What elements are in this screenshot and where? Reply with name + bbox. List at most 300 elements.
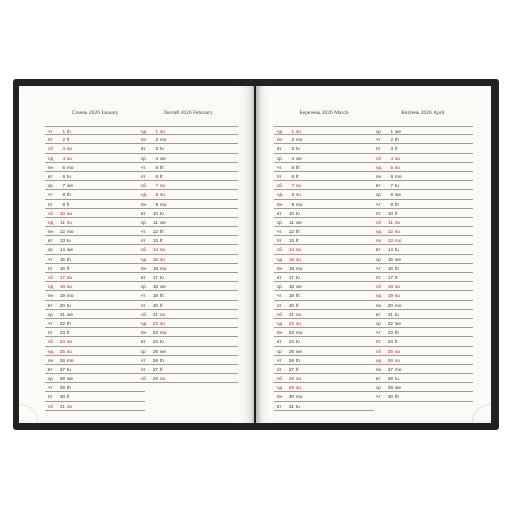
day-number: 26 <box>387 357 393 363</box>
day-of-week: пт <box>48 265 53 271</box>
day-number: 9 <box>155 201 158 207</box>
day-of-week: ср <box>141 155 146 161</box>
day-row <box>45 356 145 365</box>
day-number: 7 <box>291 183 294 189</box>
day-of-week: ср <box>48 247 53 253</box>
day-row <box>274 392 374 401</box>
day-number: 1 <box>390 129 393 134</box>
day-abbrev-en: sa <box>296 376 301 382</box>
day-of-week: нд <box>277 320 283 326</box>
day-of-week: вт <box>48 366 53 372</box>
day-of-week: чт <box>277 357 282 363</box>
day-of-week: ср <box>376 129 381 134</box>
day-rows <box>373 126 473 402</box>
day-of-week: ср <box>48 311 53 317</box>
day-number: 16 <box>59 265 65 271</box>
day-abbrev-en: tu <box>160 275 164 280</box>
day-row <box>274 374 374 383</box>
day-number: 24 <box>288 339 294 345</box>
day-row <box>373 245 473 254</box>
day-abbrev-en: su <box>296 385 301 391</box>
day-of-week: пн <box>376 366 382 372</box>
day-number: 6 <box>291 173 294 179</box>
day-of-week: ср <box>277 155 282 161</box>
day-row <box>373 264 473 273</box>
day-of-week: пн <box>277 265 283 271</box>
day-number: 3 <box>291 146 294 152</box>
day-abbrev-en: we <box>67 183 73 189</box>
day-abbrev-en: th <box>395 265 399 271</box>
day-row <box>45 282 145 291</box>
day-abbrev-en: we <box>67 311 73 317</box>
day-abbrev-en: su <box>67 219 72 225</box>
day-row <box>45 337 145 346</box>
day-row <box>274 319 374 328</box>
day-row <box>373 328 473 337</box>
day-row <box>274 264 374 273</box>
day-abbrev-en: th <box>296 164 300 170</box>
day-abbrev-en: th <box>160 229 164 235</box>
day-row <box>373 218 473 227</box>
day-of-week: пн <box>376 173 382 179</box>
day-abbrev-en: fr <box>160 238 163 244</box>
day-abbrev-en: fr <box>67 201 70 207</box>
day-abbrev-en: fr <box>67 265 70 271</box>
day-number: 29 <box>387 385 393 391</box>
day-of-week: пн <box>277 330 283 336</box>
day-row <box>274 337 374 346</box>
day-of-week: ср <box>277 284 282 290</box>
day-row <box>45 190 145 199</box>
day-abbrev-en: mo <box>67 229 74 235</box>
day-row <box>274 227 374 236</box>
day-number: 7 <box>62 183 65 189</box>
day-of-week: пн <box>141 330 147 336</box>
day-number: 4 <box>155 155 158 161</box>
day-row <box>274 154 374 163</box>
day-of-week: сб <box>48 403 53 409</box>
day-abbrev-en: fr <box>67 394 70 400</box>
day-of-week: чт <box>277 293 282 299</box>
day-number: 17 <box>387 275 393 280</box>
day-number: 13 <box>387 238 393 244</box>
day-row <box>45 172 145 181</box>
day-number: 18 <box>152 284 158 290</box>
day-abbrev-en: tu <box>67 366 71 372</box>
day-of-week: вт <box>141 339 146 345</box>
day-of-week: вт <box>48 302 53 308</box>
right-page <box>256 86 491 423</box>
day-number: 17 <box>288 275 294 280</box>
day-of-week: пт <box>376 275 381 280</box>
day-number: 21 <box>152 311 158 317</box>
day-row <box>45 273 145 282</box>
day-abbrev-en: we <box>395 192 401 198</box>
day-row <box>138 227 238 236</box>
day-row <box>45 347 145 356</box>
day-abbrev-en: th <box>395 137 399 143</box>
day-row <box>138 301 238 310</box>
day-abbrev-en: we <box>395 320 401 326</box>
month-column-april <box>373 110 473 400</box>
day-abbrev-en: su <box>67 284 72 290</box>
day-row <box>45 402 145 411</box>
day-row <box>274 273 374 282</box>
day-abbrev-en: fr <box>160 302 163 308</box>
day-row <box>45 328 145 337</box>
day-row <box>373 135 473 144</box>
left-page <box>19 86 254 423</box>
day-row <box>138 310 238 319</box>
day-of-week: пт <box>277 173 282 179</box>
day-number: 5 <box>390 164 393 170</box>
day-abbrev-en: su <box>395 293 400 299</box>
day-row <box>45 245 145 254</box>
day-row <box>373 126 473 135</box>
day-row <box>138 209 238 218</box>
day-row <box>45 144 145 153</box>
day-number: 2 <box>62 137 65 143</box>
day-number: 29 <box>59 385 65 391</box>
day-of-week: нд <box>277 192 283 198</box>
month-column-february <box>138 110 238 382</box>
day-abbrev-en: mo <box>296 201 303 207</box>
day-abbrev-en: fr <box>296 173 299 179</box>
day-abbrev-en: su <box>296 256 301 262</box>
day-of-week: чт <box>376 201 381 207</box>
day-row <box>138 356 238 365</box>
day-of-week: чт <box>141 357 146 363</box>
day-row <box>373 365 473 374</box>
month-title: Березень 2026 March <box>299 110 349 116</box>
day-row <box>138 347 238 356</box>
day-of-week: ср <box>376 192 381 198</box>
day-number: 3 <box>62 146 65 152</box>
day-number: 2 <box>155 137 158 143</box>
day-row <box>373 356 473 365</box>
day-row <box>274 144 374 153</box>
day-row <box>373 291 473 300</box>
day-row <box>274 172 374 181</box>
day-row <box>373 209 473 218</box>
day-of-week: пт <box>376 146 381 152</box>
day-abbrev-en: we <box>160 155 166 161</box>
day-number: 21 <box>387 311 393 317</box>
day-abbrev-en: mo <box>296 330 303 336</box>
day-of-week: сб <box>48 146 53 152</box>
day-of-week: нд <box>376 293 382 299</box>
day-abbrev-en: we <box>296 219 302 225</box>
day-of-week: вт <box>277 146 282 152</box>
day-number: 15 <box>152 256 158 262</box>
day-of-week: вт <box>376 376 381 382</box>
day-number: 1 <box>291 129 294 134</box>
day-of-week: вт <box>141 146 146 152</box>
day-number: 22 <box>387 320 393 326</box>
day-number: 14 <box>59 247 65 253</box>
day-of-week: нд <box>376 357 382 363</box>
day-of-week: ср <box>376 320 381 326</box>
day-of-week: нд <box>141 320 147 326</box>
day-rows <box>274 126 374 411</box>
day-number: 22 <box>152 320 158 326</box>
day-number: 18 <box>59 284 65 290</box>
day-abbrev-en: we <box>67 247 73 253</box>
day-abbrev-en: su <box>67 155 72 161</box>
day-number: 20 <box>59 302 65 308</box>
day-of-week: вт <box>141 275 146 280</box>
day-of-week: пн <box>48 229 54 235</box>
day-row <box>45 255 145 264</box>
day-abbrev-en: su <box>395 229 400 235</box>
day-row <box>45 135 145 144</box>
day-row <box>138 181 238 190</box>
day-of-week: ср <box>141 284 146 290</box>
day-of-week: пн <box>141 265 147 271</box>
day-row <box>373 227 473 236</box>
day-of-week: нд <box>48 348 54 354</box>
day-of-week: нд <box>277 129 283 134</box>
day-number: 26 <box>152 357 158 363</box>
day-row <box>45 383 145 392</box>
day-of-week: ср <box>277 348 282 354</box>
day-number: 25 <box>152 348 158 354</box>
day-of-week: пн <box>141 137 147 143</box>
day-row <box>138 255 238 264</box>
day-abbrev-en: fr <box>395 275 398 280</box>
day-number: 3 <box>155 146 158 152</box>
day-abbrev-en: fr <box>296 302 299 308</box>
day-number: 4 <box>390 155 393 161</box>
day-number: 4 <box>291 155 294 161</box>
day-row <box>274 347 374 356</box>
day-row <box>45 227 145 236</box>
day-of-week: сб <box>141 247 146 253</box>
day-of-week: сб <box>141 311 146 317</box>
day-rows <box>138 126 238 383</box>
day-number: 14 <box>288 247 294 253</box>
day-number: 2 <box>291 137 294 143</box>
day-of-week: вт <box>376 311 381 317</box>
day-number: 18 <box>387 284 393 290</box>
day-of-week: пн <box>48 293 54 299</box>
day-abbrev-en: tu <box>296 146 300 152</box>
day-abbrev-en: su <box>160 192 165 198</box>
day-abbrev-en: sa <box>67 146 72 152</box>
day-abbrev-en: th <box>160 293 164 299</box>
day-row <box>138 154 238 163</box>
day-abbrev-en: fr <box>395 339 398 345</box>
day-of-week: нд <box>141 256 147 262</box>
day-abbrev-en: tu <box>160 210 164 216</box>
day-row <box>138 264 238 273</box>
day-row <box>45 209 145 218</box>
day-of-week: нд <box>277 256 283 262</box>
day-abbrev-en: su <box>160 129 165 134</box>
day-row <box>138 291 238 300</box>
day-row <box>274 245 374 254</box>
day-number: 17 <box>59 275 65 280</box>
day-number: 12 <box>387 229 393 235</box>
day-of-week: сб <box>48 339 53 345</box>
day-number: 30 <box>387 394 393 400</box>
day-row <box>274 200 374 209</box>
day-row <box>138 172 238 181</box>
day-number: 28 <box>59 376 65 382</box>
day-abbrev-en: fr <box>296 366 299 372</box>
day-of-week: сб <box>376 219 381 225</box>
day-of-week: чт <box>141 293 146 299</box>
day-row <box>373 172 473 181</box>
day-abbrev-en: su <box>67 348 72 354</box>
day-of-week: сб <box>48 210 53 216</box>
day-of-week: сб <box>277 311 282 317</box>
day-abbrev-en: sa <box>160 376 165 382</box>
day-number: 10 <box>59 210 65 216</box>
day-row <box>274 163 374 172</box>
day-number: 9 <box>62 201 65 207</box>
day-of-week: вт <box>48 238 53 244</box>
day-of-week: сб <box>141 183 146 189</box>
day-abbrev-en: we <box>67 376 73 382</box>
day-number: 11 <box>388 219 393 225</box>
day-row <box>45 264 145 273</box>
day-row <box>274 282 374 291</box>
day-row <box>373 392 473 401</box>
day-number: 5 <box>155 164 158 170</box>
day-of-week: чт <box>48 256 53 262</box>
day-number: 3 <box>390 146 393 152</box>
day-abbrev-en: sa <box>296 183 301 189</box>
day-of-week: нд <box>376 229 382 235</box>
day-number: 15 <box>288 256 294 262</box>
day-abbrev-en: fr <box>67 137 70 143</box>
day-number: 25 <box>387 348 393 354</box>
day-of-week: пт <box>48 394 53 400</box>
day-row <box>373 347 473 356</box>
day-of-week: пт <box>277 238 282 244</box>
day-abbrev-en: mo <box>67 164 74 170</box>
day-row <box>373 190 473 199</box>
day-abbrev-en: sa <box>395 348 400 354</box>
day-row <box>45 301 145 310</box>
day-abbrev-en: sa <box>160 247 165 253</box>
day-row <box>274 218 374 227</box>
day-row <box>373 181 473 190</box>
day-number: 2 <box>390 137 393 143</box>
day-row <box>45 126 145 135</box>
day-row <box>274 209 374 218</box>
day-row <box>373 154 473 163</box>
month-column-march <box>274 110 374 409</box>
day-row <box>274 365 374 374</box>
day-abbrev-en: we <box>395 129 401 134</box>
day-of-week: пт <box>141 238 146 244</box>
day-of-week: нд <box>141 192 147 198</box>
day-number: 4 <box>62 155 65 161</box>
day-of-week: вт <box>277 275 282 280</box>
day-number: 7 <box>155 183 158 189</box>
day-abbrev-en: th <box>296 229 300 235</box>
day-number: 1 <box>62 129 65 134</box>
day-of-week: чт <box>48 385 53 391</box>
day-of-week: пн <box>277 394 283 400</box>
day-abbrev-en: sa <box>160 183 165 189</box>
day-row <box>373 282 473 291</box>
day-number: 31 <box>59 403 65 409</box>
day-number: 28 <box>387 376 393 382</box>
day-number: 27 <box>152 366 158 372</box>
day-abbrev-en: tu <box>296 210 300 216</box>
day-abbrev-en: mo <box>395 238 402 244</box>
day-number: 19 <box>152 293 158 299</box>
day-number: 11 <box>60 219 65 225</box>
day-of-week: пн <box>141 201 147 207</box>
day-of-week: пт <box>376 210 381 216</box>
day-of-week: пт <box>277 302 282 308</box>
day-number: 22 <box>288 320 294 326</box>
day-abbrev-en: su <box>160 256 165 262</box>
day-number: 20 <box>152 302 158 308</box>
day-row <box>45 200 145 209</box>
day-abbrev-en: tu <box>160 146 164 152</box>
day-of-week: сб <box>141 376 146 382</box>
day-abbrev-en: tu <box>395 183 399 189</box>
day-row <box>274 236 374 245</box>
day-row <box>373 310 473 319</box>
day-of-week: чт <box>376 394 381 400</box>
corner-ornament <box>472 404 491 423</box>
day-number: 30 <box>59 394 65 400</box>
day-of-week: пт <box>141 366 146 372</box>
day-row <box>373 273 473 282</box>
day-abbrev-en: th <box>395 330 399 336</box>
day-row <box>274 255 374 264</box>
day-of-week: нд <box>48 284 54 290</box>
day-row <box>373 255 473 264</box>
day-abbrev-en: su <box>296 320 301 326</box>
day-number: 19 <box>387 293 393 299</box>
day-abbrev-en: fr <box>67 330 70 336</box>
day-row <box>373 236 473 245</box>
day-number: 26 <box>59 357 65 363</box>
day-abbrev-en: th <box>67 129 71 134</box>
day-number: 8 <box>155 192 158 198</box>
day-abbrev-en: mo <box>296 265 303 271</box>
day-row <box>45 163 145 172</box>
day-row <box>138 374 238 383</box>
day-row <box>138 273 238 282</box>
day-number: 19 <box>59 293 65 299</box>
day-of-week: вт <box>277 403 282 409</box>
day-row <box>138 319 238 328</box>
day-abbrev-en: tu <box>395 247 399 253</box>
day-abbrev-en: we <box>160 284 166 290</box>
day-of-week: чт <box>141 229 146 235</box>
day-row <box>45 319 145 328</box>
day-row <box>274 402 374 411</box>
day-abbrev-en: th <box>160 164 164 170</box>
day-of-week: сб <box>48 275 53 280</box>
day-abbrev-en: we <box>296 284 302 290</box>
day-number: 27 <box>387 366 393 372</box>
day-abbrev-en: fr <box>160 366 163 372</box>
day-number: 6 <box>390 173 393 179</box>
day-abbrev-en: tu <box>67 173 71 179</box>
day-row <box>138 135 238 144</box>
day-of-week: чт <box>48 320 53 326</box>
day-of-week: чт <box>48 129 53 134</box>
